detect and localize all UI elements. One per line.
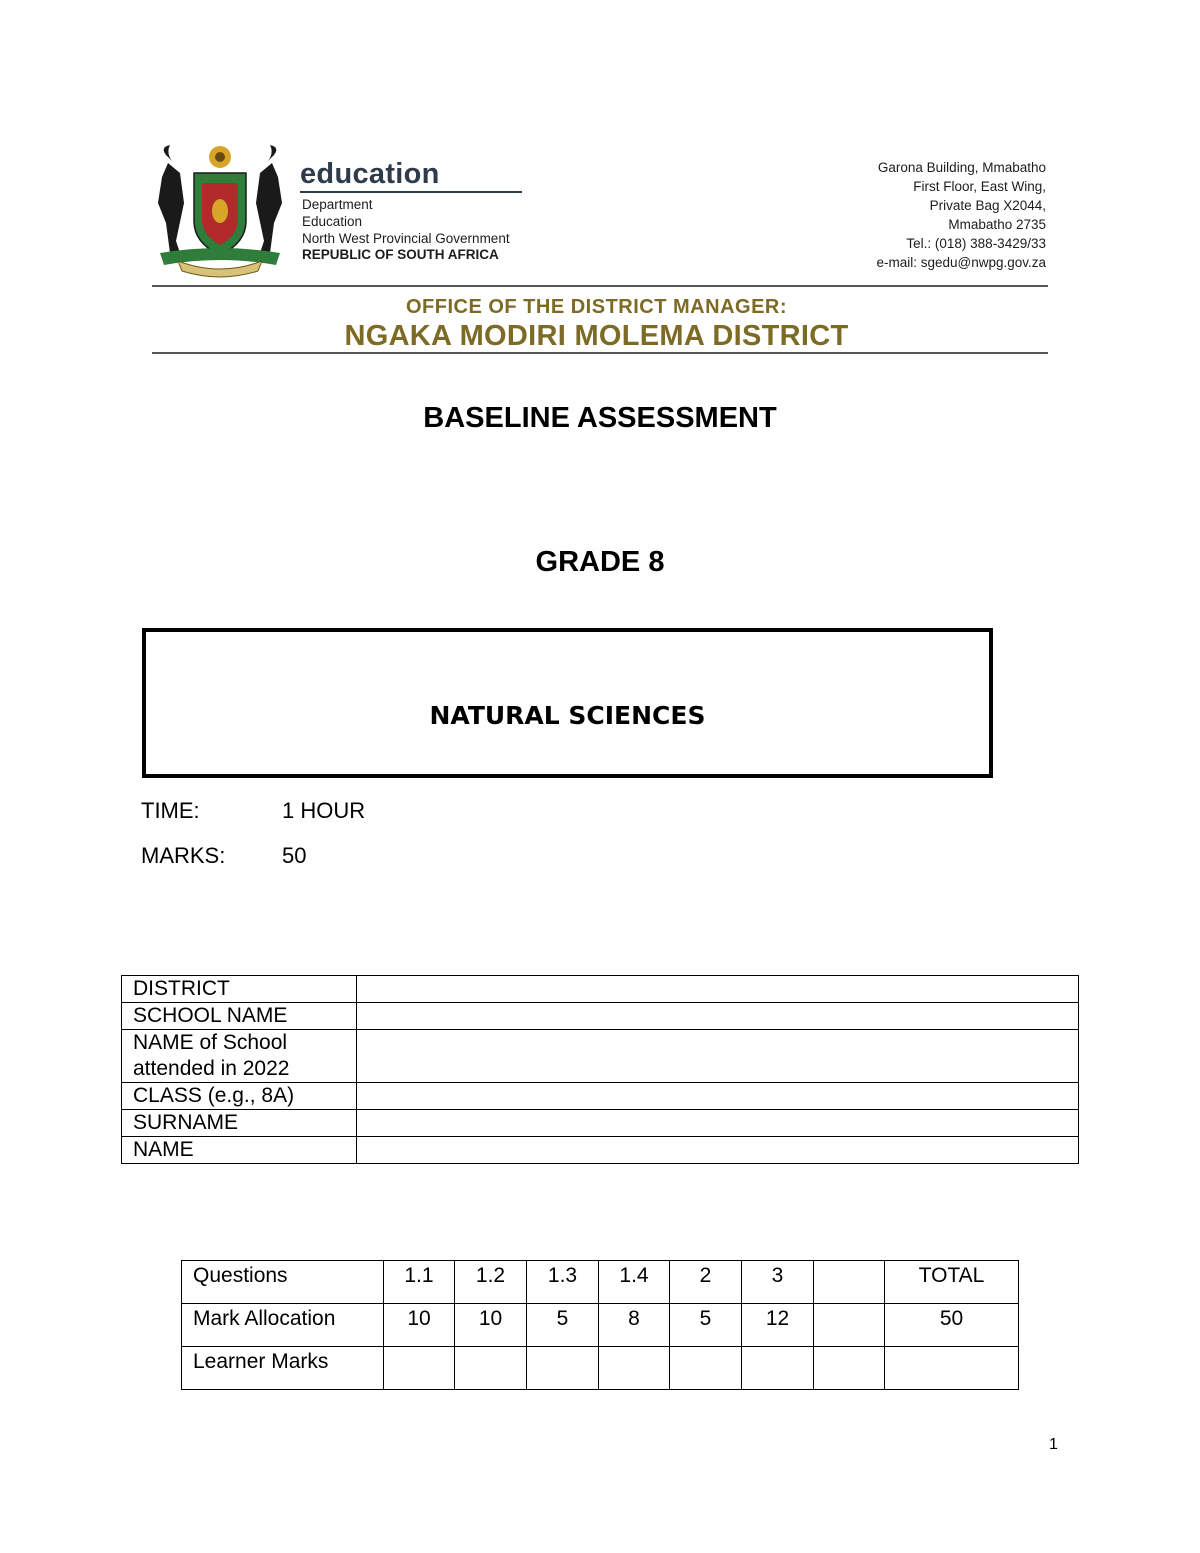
learner-mark-cell[interactable]	[455, 1347, 527, 1390]
grade-title: GRADE 8	[535, 546, 665, 578]
divider	[152, 285, 1048, 287]
district-field[interactable]	[357, 976, 1079, 1003]
allocation-cell: 8	[599, 1304, 670, 1347]
table-row	[122, 1083, 1079, 1110]
table-row	[182, 1304, 1019, 1347]
learner-mark-cell[interactable]	[384, 1347, 455, 1390]
department-line: Education	[302, 214, 363, 229]
previous-school-field[interactable]	[357, 1030, 1079, 1083]
class-label: CLASS (e.g., 8A)	[122, 1083, 357, 1110]
learner-mark-cell[interactable]	[742, 1347, 814, 1390]
table-row	[182, 1261, 1019, 1304]
table-row	[122, 1110, 1079, 1137]
address-line: Tel.: (018) 388-3429/33	[906, 236, 1046, 251]
coat-of-arms-icon	[150, 143, 290, 278]
name-field[interactable]	[357, 1137, 1079, 1164]
allocation-cell: 10	[384, 1304, 455, 1347]
office-heading: OFFICE OF THE DISTRICT MANAGER:	[405, 296, 788, 318]
previous-school-label: NAME of School attended in 2022	[122, 1030, 357, 1083]
assessment-title: BASELINE ASSESSMENT	[423, 402, 777, 434]
table-row	[122, 1137, 1079, 1164]
brand-rule	[300, 191, 522, 193]
divider	[152, 352, 1048, 354]
school-name-field[interactable]	[357, 1003, 1079, 1030]
question-cell: 2	[670, 1261, 742, 1304]
question-cell: 3	[742, 1261, 814, 1304]
table-row	[182, 1347, 1019, 1390]
learner-mark-cell[interactable]	[670, 1347, 742, 1390]
school-name-label: SCHOOL NAME	[122, 1003, 357, 1030]
surname-label: SURNAME	[122, 1110, 357, 1137]
address-line: Private Bag X2044,	[929, 198, 1046, 213]
question-cell	[814, 1261, 885, 1304]
table-row	[122, 1030, 1079, 1083]
table-row	[122, 1003, 1079, 1030]
allocation-cell: 10	[455, 1304, 527, 1347]
time-value: 1 HOUR	[282, 798, 366, 823]
learner-mark-cell[interactable]	[527, 1347, 599, 1390]
learner-info-table	[121, 975, 1079, 1164]
surname-field[interactable]	[357, 1110, 1079, 1137]
learner-mark-total[interactable]	[885, 1347, 1019, 1390]
question-cell: 1.3	[527, 1261, 599, 1304]
learner-marks-header: Learner Marks	[182, 1347, 384, 1390]
address-line: Garona Building, Mmabatho	[877, 160, 1046, 175]
learner-mark-cell[interactable]	[599, 1347, 670, 1390]
allocation-total: 50	[885, 1304, 1019, 1347]
district-label: DISTRICT	[122, 976, 357, 1003]
questions-header: Questions	[182, 1261, 384, 1304]
marks-table	[181, 1260, 1019, 1390]
address-line: Mmabatho 2735	[948, 217, 1046, 232]
question-cell: 1.1	[384, 1261, 455, 1304]
name-label: NAME	[122, 1137, 357, 1164]
time-label: TIME:	[141, 798, 200, 823]
brand-wordmark: education	[300, 158, 440, 190]
subject-title: NATURAL SCIENCES	[429, 701, 706, 730]
allocation-cell: 5	[527, 1304, 599, 1347]
mark-allocation-header: Mark Allocation	[182, 1304, 384, 1347]
marks-value: 50	[282, 843, 307, 868]
total-header: TOTAL	[885, 1261, 1019, 1304]
learner-mark-cell[interactable]	[814, 1347, 885, 1390]
subject-box	[142, 628, 993, 778]
district-heading: NGAKA MODIRI MOLEMA DISTRICT	[344, 320, 849, 352]
allocation-cell: 5	[670, 1304, 742, 1347]
department-line: Department	[302, 197, 373, 212]
address-line: First Floor, East Wing,	[913, 179, 1046, 194]
class-field[interactable]	[357, 1083, 1079, 1110]
page-number: 1	[1049, 1436, 1058, 1453]
marks-label: MARKS:	[141, 843, 226, 868]
allocation-cell	[814, 1304, 885, 1347]
question-cell: 1.4	[599, 1261, 670, 1304]
department-line: North West Provincial Government	[302, 231, 510, 246]
table-row	[122, 976, 1079, 1003]
allocation-cell: 12	[742, 1304, 814, 1347]
address-line: e-mail: sgedu@nwpg.gov.za	[876, 255, 1046, 270]
question-cell: 1.2	[455, 1261, 527, 1304]
department-line: REPUBLIC OF SOUTH AFRICA	[302, 247, 499, 262]
